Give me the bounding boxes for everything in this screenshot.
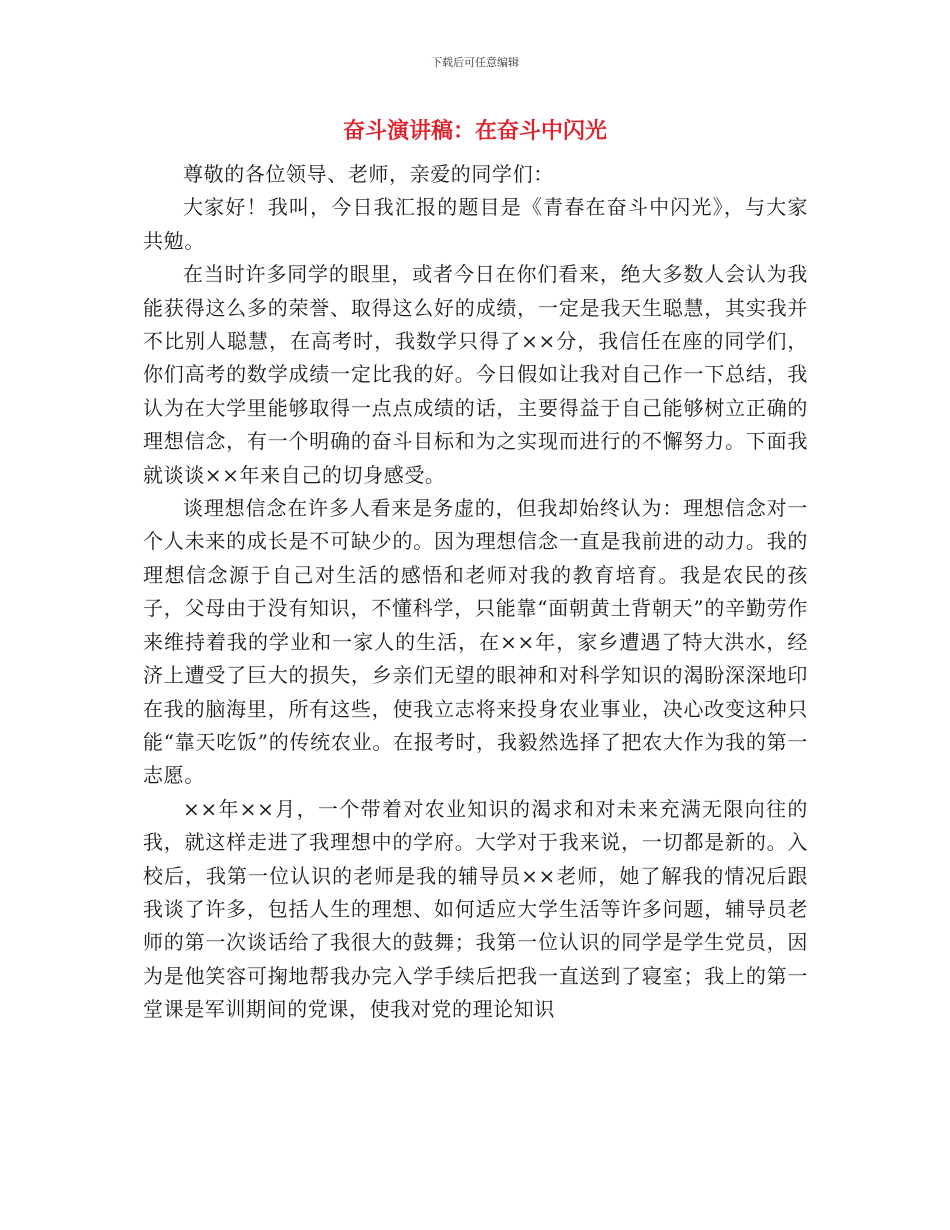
- paragraph: 谈理想信念在许多人看来是务虚的，但我却始终认为：理想信念对一个人未来的成长是不可缺少的。因为理想信念一直是我前进的动力。我的理想信念源于自己对生活的感悟和老师对我的教育培育。我是农民的孩子，父母由于没有知识，不懂科学，只能靠“面朝黄土背朝天”的辛勤劳作来维持着我的学业和一家人的生活，在××年，家乡遭遇了特大洪水，经济上遭受了巨大的损失，乡亲们无望的眼神和对科学知识的渴盼深深地印在我的脑海里，所有这些，使我立志将来投身农业事业，决心改变这种只能“靠天吃饭”的传统农业。在报考时，我毅然选择了把农大作为我的第一志愿。: [143, 496, 808, 788]
- header-note: 下载后可任意编辑: [431, 56, 519, 69]
- greeting: 尊敬的各位领导、老师，亲爱的同学们：: [183, 162, 554, 186]
- document-title: 奋斗演讲稿：在奋斗中闪光: [342, 119, 607, 144]
- paragraph: ××年××月，一个带着对农业知识的渴求和对未来充满无限向往的我，就这样走进了我理想中的学府。大学对于我来说，一切都是新的。入校后，我第一位认识的老师是我的辅导员××老师，她了解我的情况后跟我谈了许多，包括人生的理想、如何适应大学生活等许多问题，辅导员老师的第一次谈话给了我很大的鼓舞；我第一位认识的同学是学生党员，因为是他笑容可掬地帮我办完入学手续后把我一直送到了寝室；我上的第一堂课是军训期间的党课，使我对党的理论知识: [143, 796, 808, 1022]
- paragraph: 大家好！我叫，今日我汇报的题目是《青春在奋斗中闪光》，与大家共勉。: [143, 195, 808, 253]
- document-body: [143, 158, 808, 1027]
- paragraph: 在当时许多同学的眼里，或者今日在你们看来，绝大多数人会认为我能获得这么多的荣誉、取得这么好的成绩，一定是我天生聪慧，其实我并不比别人聪慧，在高考时，我数学只得了××分，我信任在座的同学们，你们高考的数学成绩一定比我的好。今日假如让我对自己作一下总结，我认为在大学里能够取得一点点成绩的话，主要得益于自己能够树立正确的理想信念，有一个明确的奋斗目标和为之实现而进行的不懈努力。下面我就谈谈××年来自己的切身感受。: [143, 262, 808, 487]
